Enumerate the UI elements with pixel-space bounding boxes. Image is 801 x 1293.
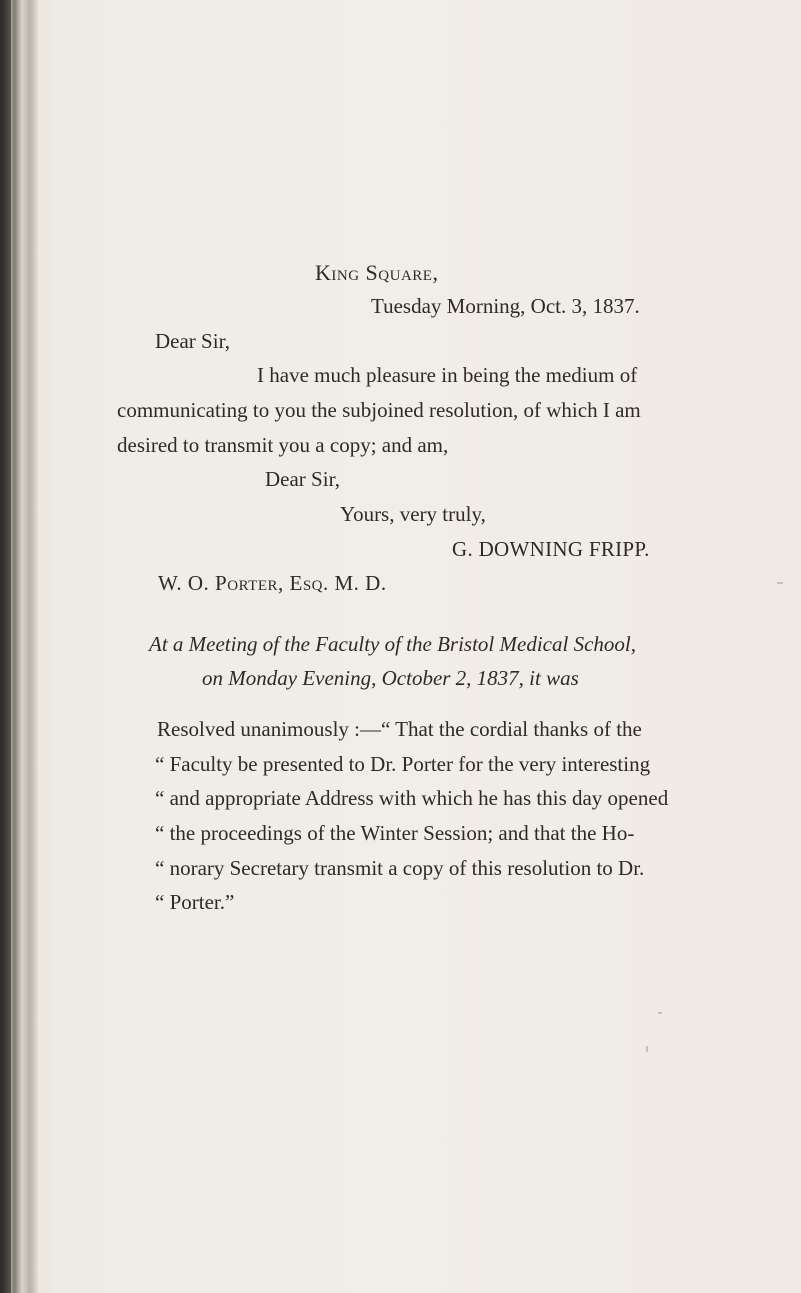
resolution-heading-line-2: on Monday Evening, October 2, 1837, it was (202, 666, 579, 690)
letter-recipient: W. O. Porter, Esq. M. D. (158, 571, 387, 595)
resolution-text-line-3: “ and appropriate Address with which he has this day opened (155, 786, 669, 810)
letter-closing-salutation: Dear Sir, (265, 467, 340, 491)
resolution-text-line-1: Resolved unanimously :—“ That the cordial thanks of the (157, 717, 642, 741)
letter-closing: Yours, very truly, (340, 502, 486, 526)
letter-body-line-3: desired to transmit you a copy; and am, (117, 433, 449, 457)
resolution-text-line-2: “ Faculty be presented to Dr. Porter for the very interesting (155, 752, 651, 776)
letter-body-line-1: I have much pleasure in being the medium of (257, 363, 638, 387)
letter-body-line-2: communicating to you the subjoined resolution, of which I am (117, 398, 641, 422)
letter-salutation: Dear Sir, (155, 329, 230, 353)
resolution-heading-line-1: At a Meeting of the Faculty of the Bristol Medical School, (149, 632, 636, 656)
resolution-text-line-4: “ the proceedings of the Winter Session; and that the Ho- (155, 821, 635, 845)
resolution-text-line-5: “ norary Secretary transmit a copy of this resolution to Dr. (155, 856, 645, 880)
letter-address: King Square, (315, 260, 439, 285)
resolution-text-line-6: “ Porter.” (155, 890, 235, 914)
letter-dateline: Tuesday Morning, Oct. 3, 1837. (371, 294, 640, 318)
letter-signature: G. DOWNING FRIPP. (452, 537, 650, 561)
